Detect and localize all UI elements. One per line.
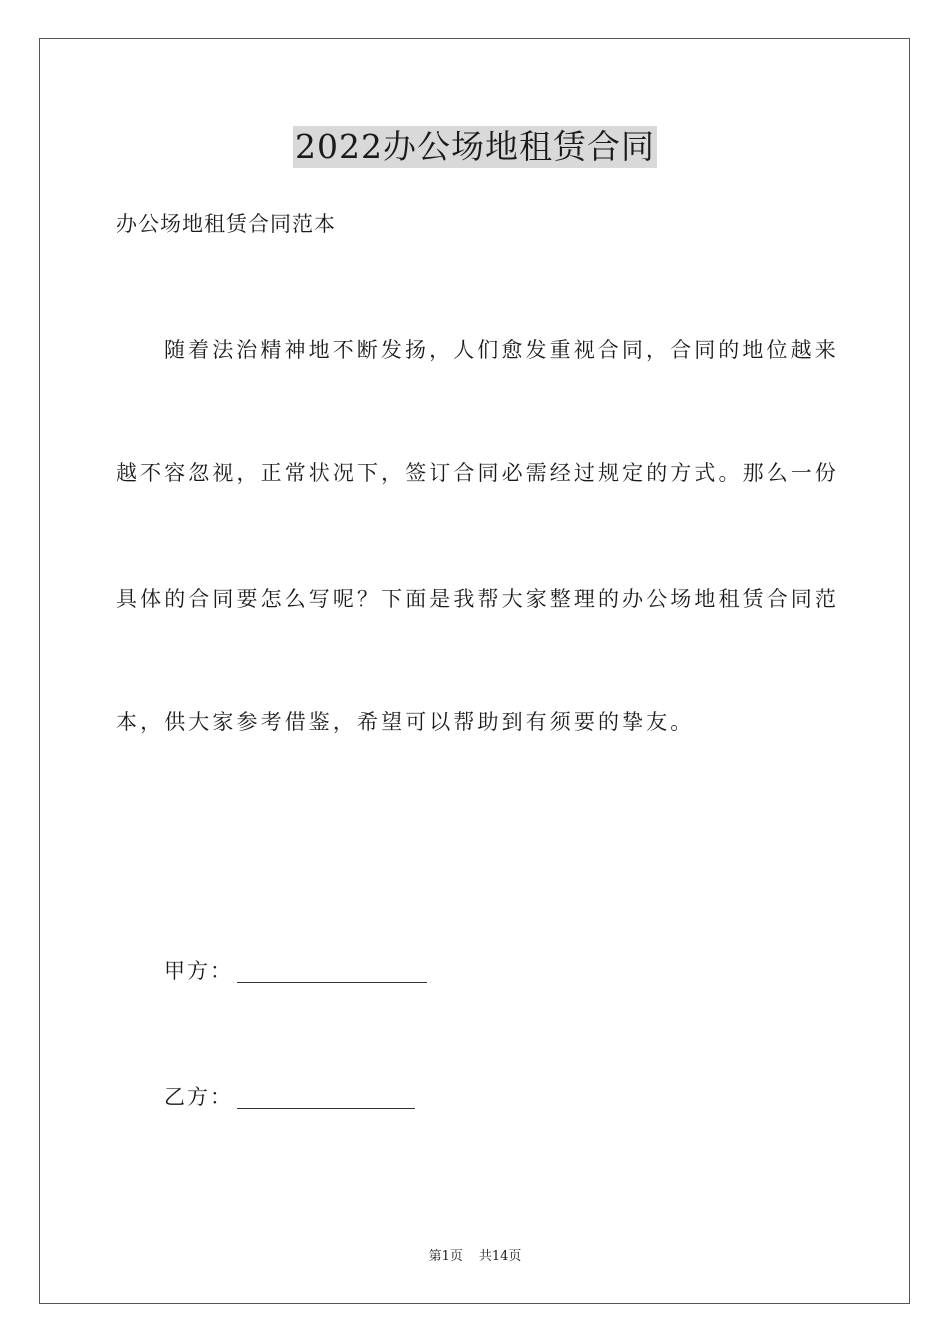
title-container [0, 126, 950, 168]
party-a-row [164, 955, 427, 987]
document-title: 2022办公场地租赁合同 [295, 127, 655, 166]
party-a-blank-line [237, 958, 427, 983]
page-footer [0, 1247, 950, 1267]
party-a-label: 甲方： [164, 959, 233, 983]
intro-line-2: 越不容忽视，正常状况下，签订合同必需经过规定的方式。那么一份 [116, 461, 839, 485]
party-b-label: 乙方： [164, 1085, 233, 1109]
page-total: 共14页 [478, 1249, 522, 1264]
document-subtitle: 办公场地租赁合同范本 [116, 212, 336, 236]
intro-line-1: 随着法治精神地不断发扬，人们愈发重视合同，合同的地位越来 [164, 338, 839, 362]
page-current: 第1页 [428, 1249, 463, 1264]
intro-line-4: 本，供大家参考借鉴，希望可以帮助到有须要的挚友。 [116, 710, 695, 734]
party-b-row [164, 1081, 415, 1113]
intro-line-3: 具体的合同要怎么写呢？下面是我帮大家整理的办公场地租赁合同范 [116, 587, 839, 611]
party-b-blank-line [237, 1084, 415, 1109]
